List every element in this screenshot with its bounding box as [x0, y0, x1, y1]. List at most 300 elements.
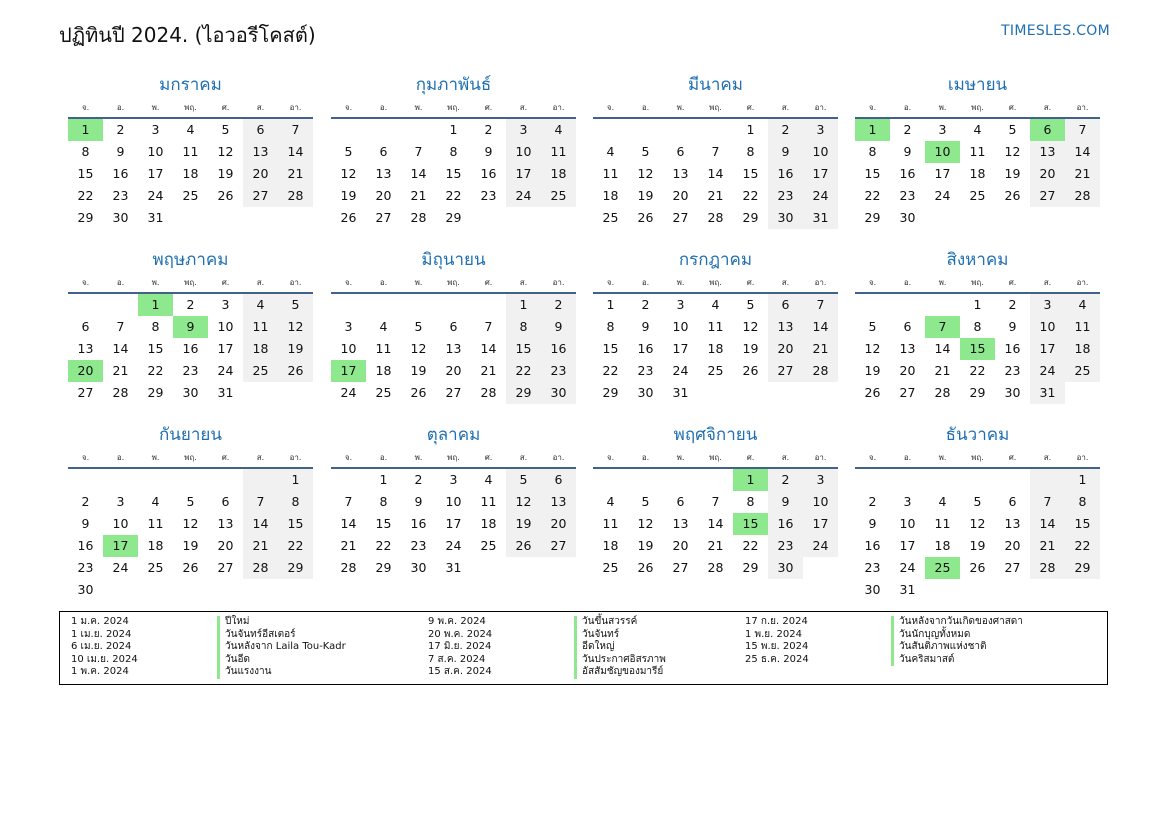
day-cell[interactable]: 13 — [243, 141, 278, 163]
day-cell[interactable]: 2 — [768, 469, 803, 491]
day-cell[interactable]: 16 — [77, 538, 94, 553]
day-cell[interactable]: 16 — [112, 166, 129, 181]
day-cell[interactable]: 2 — [484, 122, 493, 137]
day-cell[interactable]: 2 — [81, 494, 90, 509]
day-cell[interactable]: 25 — [480, 538, 497, 553]
day-cell[interactable]: 22 — [602, 363, 619, 378]
day-cell[interactable]: 13 — [672, 166, 689, 181]
day-cell[interactable]: 8 — [746, 144, 755, 159]
day-cell[interactable]: 29 — [602, 385, 619, 400]
day-cell[interactable]: 9 — [903, 144, 912, 159]
day-cell[interactable]: 4 — [711, 297, 720, 312]
day-cell[interactable]: 20 — [243, 163, 278, 185]
day-cell[interactable]: 24 — [1030, 360, 1065, 382]
day-cell[interactable]: 17 — [899, 538, 916, 553]
day-cell[interactable]: 30 — [768, 207, 803, 229]
day-cell[interactable]: 27 — [1004, 560, 1021, 575]
day-cell[interactable]: 30 — [768, 557, 803, 579]
day-cell[interactable]: 22 — [864, 188, 881, 203]
day-cell[interactable]: 8 — [81, 144, 90, 159]
day-cell[interactable]: 4 — [151, 494, 160, 509]
day-cell[interactable]: 17 — [934, 166, 951, 181]
day-cell[interactable]: 7 — [711, 494, 720, 509]
day-cell[interactable]: 7 — [116, 319, 125, 334]
day-cell[interactable]: 5 — [1008, 122, 1017, 137]
day-cell[interactable]: 7 — [711, 144, 720, 159]
day-cell[interactable]: 19 — [742, 341, 759, 356]
day-cell[interactable]: 23 — [410, 538, 427, 553]
day-cell[interactable]: 14 — [112, 341, 129, 356]
day-cell[interactable]: 27 — [445, 385, 462, 400]
day-cell[interactable]: 22 — [969, 363, 986, 378]
day-cell[interactable]: 8 — [606, 319, 615, 334]
day-cell[interactable]: 30 — [1004, 385, 1021, 400]
day-cell[interactable]: 13 — [672, 516, 689, 531]
day-cell[interactable]: 14 — [243, 513, 278, 535]
day-cell[interactable]: 18 — [541, 163, 576, 185]
day-cell[interactable]: 20 — [768, 338, 803, 360]
day-cell[interactable]: 3 — [803, 119, 838, 141]
day-cell[interactable]: 12 — [410, 341, 427, 356]
day-cell[interactable]: 16 — [541, 338, 576, 360]
day-cell[interactable]: 16 — [637, 341, 654, 356]
day-cell[interactable]: 30 — [637, 385, 654, 400]
day-cell[interactable]: 6 — [379, 144, 388, 159]
day-cell[interactable]: 6 — [81, 319, 90, 334]
day-cell[interactable]: 28 — [278, 185, 313, 207]
day-cell[interactable]: 23 — [1004, 363, 1021, 378]
day-cell[interactable]: 11 — [934, 516, 951, 531]
day-cell[interactable]: 19 — [217, 166, 234, 181]
day-cell[interactable]: 8 — [506, 316, 541, 338]
day-cell[interactable]: 3 — [221, 297, 230, 312]
day-cell[interactable]: 24 — [217, 363, 234, 378]
day-cell[interactable]: 21 — [112, 363, 129, 378]
day-cell[interactable]: 29 — [742, 560, 759, 575]
holiday-day-cell[interactable]: 1 — [138, 294, 173, 316]
day-cell[interactable]: 28 — [340, 560, 357, 575]
day-cell[interactable]: 22 — [77, 188, 94, 203]
day-cell[interactable]: 21 — [278, 163, 313, 185]
day-cell[interactable]: 18 — [707, 341, 724, 356]
day-cell[interactable]: 10 — [803, 491, 838, 513]
day-cell[interactable]: 4 — [243, 294, 278, 316]
day-cell[interactable]: 9 — [1008, 319, 1017, 334]
day-cell[interactable]: 4 — [1065, 294, 1100, 316]
day-cell[interactable]: 13 — [77, 341, 94, 356]
day-cell[interactable]: 11 — [602, 166, 619, 181]
day-cell[interactable]: 7 — [414, 144, 423, 159]
day-cell[interactable]: 14 — [934, 341, 951, 356]
day-cell[interactable]: 13 — [1030, 141, 1065, 163]
day-cell[interactable]: 14 — [480, 341, 497, 356]
day-cell[interactable]: 27 — [1030, 185, 1065, 207]
day-cell[interactable]: 26 — [340, 210, 357, 225]
holiday-day-cell[interactable]: 1 — [855, 119, 890, 141]
day-cell[interactable]: 17 — [672, 341, 689, 356]
day-cell[interactable]: 23 — [182, 363, 199, 378]
day-cell[interactable]: 13 — [445, 341, 462, 356]
day-cell[interactable]: 25 — [602, 210, 619, 225]
day-cell[interactable]: 23 — [768, 535, 803, 557]
day-cell[interactable]: 18 — [147, 538, 164, 553]
day-cell[interactable]: 16 — [899, 166, 916, 181]
day-cell[interactable]: 26 — [864, 385, 881, 400]
day-cell[interactable]: 17 — [217, 341, 234, 356]
day-cell[interactable]: 28 — [243, 557, 278, 579]
day-cell[interactable]: 21 — [1065, 163, 1100, 185]
day-cell[interactable]: 6 — [449, 319, 458, 334]
day-cell[interactable]: 22 — [506, 360, 541, 382]
day-cell[interactable]: 22 — [742, 188, 759, 203]
day-cell[interactable]: 28 — [803, 360, 838, 382]
day-cell[interactable]: 6 — [903, 319, 912, 334]
day-cell[interactable]: 15 — [864, 166, 881, 181]
day-cell[interactable]: 27 — [375, 210, 392, 225]
day-cell[interactable]: 28 — [1030, 557, 1065, 579]
day-cell[interactable]: 18 — [602, 538, 619, 553]
day-cell[interactable]: 10 — [147, 144, 164, 159]
day-cell[interactable]: 5 — [868, 319, 877, 334]
day-cell[interactable]: 11 — [969, 144, 986, 159]
day-cell[interactable]: 22 — [742, 538, 759, 553]
day-cell[interactable]: 5 — [506, 469, 541, 491]
day-cell[interactable]: 9 — [768, 141, 803, 163]
holiday-day-cell[interactable]: 10 — [925, 141, 960, 163]
day-cell[interactable]: 29 — [969, 385, 986, 400]
holiday-day-cell[interactable]: 15 — [733, 513, 768, 535]
holiday-day-cell[interactable]: 1 — [68, 119, 103, 141]
day-cell[interactable]: 26 — [506, 535, 541, 557]
day-cell[interactable]: 12 — [217, 144, 234, 159]
day-cell[interactable]: 21 — [340, 538, 357, 553]
day-cell[interactable]: 1 — [449, 122, 458, 137]
day-cell[interactable]: 22 — [278, 535, 313, 557]
day-cell[interactable]: 7 — [803, 294, 838, 316]
day-cell[interactable]: 13 — [541, 491, 576, 513]
day-cell[interactable]: 21 — [707, 188, 724, 203]
day-cell[interactable]: 15 — [147, 341, 164, 356]
day-cell[interactable]: 5 — [414, 319, 423, 334]
day-cell[interactable]: 11 — [602, 516, 619, 531]
day-cell[interactable]: 9 — [484, 144, 493, 159]
day-cell[interactable]: 10 — [217, 319, 234, 334]
day-cell[interactable]: 19 — [182, 538, 199, 553]
day-cell[interactable]: 8 — [449, 144, 458, 159]
day-cell[interactable]: 1 — [973, 297, 982, 312]
day-cell[interactable]: 14 — [707, 166, 724, 181]
day-cell[interactable]: 14 — [1065, 141, 1100, 163]
day-cell[interactable]: 14 — [340, 516, 357, 531]
day-cell[interactable]: 6 — [541, 469, 576, 491]
day-cell[interactable]: 30 — [112, 210, 129, 225]
day-cell[interactable]: 4 — [606, 144, 615, 159]
day-cell[interactable]: 3 — [1030, 294, 1065, 316]
day-cell[interactable]: 9 — [868, 516, 877, 531]
day-cell[interactable]: 30 — [410, 560, 427, 575]
day-cell[interactable]: 2 — [641, 297, 650, 312]
day-cell[interactable]: 19 — [864, 363, 881, 378]
day-cell[interactable]: 7 — [1065, 119, 1100, 141]
day-cell[interactable]: 20 — [541, 513, 576, 535]
day-cell[interactable]: 29 — [1065, 557, 1100, 579]
day-cell[interactable]: 29 — [278, 557, 313, 579]
day-cell[interactable]: 22 — [1065, 535, 1100, 557]
day-cell[interactable]: 21 — [1030, 535, 1065, 557]
day-cell[interactable]: 2 — [116, 122, 125, 137]
day-cell[interactable]: 5 — [344, 144, 353, 159]
day-cell[interactable]: 11 — [243, 316, 278, 338]
day-cell[interactable]: 1 — [1065, 469, 1100, 491]
day-cell[interactable]: 14 — [410, 166, 427, 181]
day-cell[interactable]: 18 — [182, 166, 199, 181]
day-cell[interactable]: 10 — [1030, 316, 1065, 338]
day-cell[interactable]: 3 — [506, 119, 541, 141]
day-cell[interactable]: 29 — [506, 382, 541, 404]
day-cell[interactable]: 23 — [864, 560, 881, 575]
day-cell[interactable]: 6 — [1008, 494, 1017, 509]
day-cell[interactable]: 3 — [803, 469, 838, 491]
day-cell[interactable]: 24 — [506, 185, 541, 207]
day-cell[interactable]: 21 — [243, 535, 278, 557]
day-cell[interactable]: 11 — [541, 141, 576, 163]
day-cell[interactable]: 12 — [864, 341, 881, 356]
day-cell[interactable]: 17 — [445, 516, 462, 531]
day-cell[interactable]: 14 — [803, 316, 838, 338]
day-cell[interactable]: 15 — [742, 166, 759, 181]
day-cell[interactable]: 10 — [340, 341, 357, 356]
day-cell[interactable]: 31 — [147, 210, 164, 225]
day-cell[interactable]: 6 — [243, 119, 278, 141]
day-cell[interactable]: 9 — [116, 144, 125, 159]
day-cell[interactable]: 1 — [746, 122, 755, 137]
day-cell[interactable]: 8 — [973, 319, 982, 334]
day-cell[interactable]: 24 — [112, 560, 129, 575]
day-cell[interactable]: 25 — [707, 363, 724, 378]
day-cell[interactable]: 24 — [672, 363, 689, 378]
day-cell[interactable]: 26 — [969, 560, 986, 575]
day-cell[interactable]: 27 — [243, 185, 278, 207]
holiday-day-cell[interactable]: 7 — [925, 316, 960, 338]
day-cell[interactable]: 2 — [868, 494, 877, 509]
day-cell[interactable]: 7 — [243, 491, 278, 513]
day-cell[interactable]: 24 — [340, 385, 357, 400]
day-cell[interactable]: 11 — [182, 144, 199, 159]
day-cell[interactable]: 15 — [1065, 513, 1100, 535]
day-cell[interactable]: 10 — [112, 516, 129, 531]
day-cell[interactable]: 19 — [506, 513, 541, 535]
day-cell[interactable]: 12 — [969, 516, 986, 531]
day-cell[interactable]: 19 — [1004, 166, 1021, 181]
day-cell[interactable]: 20 — [445, 363, 462, 378]
day-cell[interactable]: 25 — [602, 560, 619, 575]
day-cell[interactable]: 18 — [602, 188, 619, 203]
day-cell[interactable]: 7 — [1030, 491, 1065, 513]
day-cell[interactable]: 28 — [480, 385, 497, 400]
day-cell[interactable]: 12 — [1004, 144, 1021, 159]
holiday-day-cell[interactable]: 20 — [68, 360, 103, 382]
day-cell[interactable]: 3 — [903, 494, 912, 509]
day-cell[interactable]: 15 — [77, 166, 94, 181]
day-cell[interactable]: 13 — [768, 316, 803, 338]
day-cell[interactable]: 29 — [147, 385, 164, 400]
day-cell[interactable]: 1 — [278, 469, 313, 491]
day-cell[interactable]: 12 — [182, 516, 199, 531]
day-cell[interactable]: 30 — [541, 382, 576, 404]
day-cell[interactable]: 26 — [217, 188, 234, 203]
day-cell[interactable]: 27 — [541, 535, 576, 557]
day-cell[interactable]: 4 — [938, 494, 947, 509]
day-cell[interactable]: 5 — [973, 494, 982, 509]
day-cell[interactable]: 19 — [637, 538, 654, 553]
day-cell[interactable]: 26 — [1004, 188, 1021, 203]
holiday-day-cell[interactable]: 1 — [733, 469, 768, 491]
day-cell[interactable]: 24 — [899, 560, 916, 575]
day-cell[interactable]: 31 — [1030, 382, 1065, 404]
holiday-day-cell[interactable]: 17 — [103, 535, 138, 557]
day-cell[interactable]: 22 — [375, 538, 392, 553]
day-cell[interactable]: 20 — [1004, 538, 1021, 553]
day-cell[interactable]: 16 — [182, 341, 199, 356]
day-cell[interactable]: 23 — [768, 185, 803, 207]
day-cell[interactable]: 5 — [746, 297, 755, 312]
day-cell[interactable]: 8 — [151, 319, 160, 334]
day-cell[interactable]: 12 — [637, 516, 654, 531]
day-cell[interactable]: 24 — [803, 185, 838, 207]
day-cell[interactable]: 30 — [182, 385, 199, 400]
day-cell[interactable]: 10 — [672, 319, 689, 334]
day-cell[interactable]: 23 — [77, 560, 94, 575]
day-cell[interactable]: 3 — [938, 122, 947, 137]
day-cell[interactable]: 21 — [480, 363, 497, 378]
day-cell[interactable]: 2 — [541, 294, 576, 316]
holiday-day-cell[interactable]: 15 — [960, 338, 995, 360]
day-cell[interactable]: 22 — [147, 363, 164, 378]
day-cell[interactable]: 11 — [147, 516, 164, 531]
day-cell[interactable]: 4 — [186, 122, 195, 137]
day-cell[interactable]: 17 — [1030, 338, 1065, 360]
day-cell[interactable]: 16 — [864, 538, 881, 553]
day-cell[interactable]: 16 — [768, 513, 803, 535]
day-cell[interactable]: 31 — [445, 560, 462, 575]
day-cell[interactable]: 23 — [899, 188, 916, 203]
day-cell[interactable]: 4 — [973, 122, 982, 137]
day-cell[interactable]: 18 — [375, 363, 392, 378]
day-cell[interactable]: 17 — [803, 513, 838, 535]
day-cell[interactable]: 6 — [221, 494, 230, 509]
day-cell[interactable]: 23 — [480, 188, 497, 203]
day-cell[interactable]: 10 — [803, 141, 838, 163]
day-cell[interactable]: 19 — [340, 188, 357, 203]
day-cell[interactable]: 17 — [147, 166, 164, 181]
day-cell[interactable]: 20 — [899, 363, 916, 378]
day-cell[interactable]: 8 — [746, 494, 755, 509]
day-cell[interactable]: 29 — [742, 210, 759, 225]
day-cell[interactable]: 3 — [151, 122, 160, 137]
day-cell[interactable]: 9 — [541, 316, 576, 338]
day-cell[interactable]: 19 — [637, 188, 654, 203]
day-cell[interactable]: 10 — [899, 516, 916, 531]
day-cell[interactable]: 24 — [147, 188, 164, 203]
day-cell[interactable]: 1 — [606, 297, 615, 312]
day-cell[interactable]: 3 — [449, 472, 458, 487]
day-cell[interactable]: 25 — [375, 385, 392, 400]
holiday-day-cell[interactable]: 17 — [331, 360, 366, 382]
holiday-day-cell[interactable]: 25 — [925, 557, 960, 579]
day-cell[interactable]: 16 — [768, 163, 803, 185]
day-cell[interactable]: 27 — [899, 385, 916, 400]
day-cell[interactable]: 14 — [278, 141, 313, 163]
day-cell[interactable]: 6 — [676, 144, 685, 159]
day-cell[interactable]: 11 — [707, 319, 724, 334]
day-cell[interactable]: 24 — [934, 188, 951, 203]
day-cell[interactable]: 4 — [379, 319, 388, 334]
day-cell[interactable]: 29 — [445, 210, 462, 225]
day-cell[interactable]: 27 — [768, 360, 803, 382]
day-cell[interactable]: 19 — [410, 363, 427, 378]
day-cell[interactable]: 13 — [1004, 516, 1021, 531]
day-cell[interactable]: 5 — [641, 144, 650, 159]
day-cell[interactable]: 28 — [707, 560, 724, 575]
day-cell[interactable]: 29 — [864, 210, 881, 225]
day-cell[interactable]: 11 — [1065, 316, 1100, 338]
day-cell[interactable]: 12 — [506, 491, 541, 513]
day-cell[interactable]: 7 — [344, 494, 353, 509]
day-cell[interactable]: 4 — [541, 119, 576, 141]
day-cell[interactable]: 24 — [445, 538, 462, 553]
day-cell[interactable]: 20 — [217, 538, 234, 553]
day-cell[interactable]: 18 — [480, 516, 497, 531]
day-cell[interactable]: 28 — [934, 385, 951, 400]
day-cell[interactable]: 25 — [1065, 360, 1100, 382]
day-cell[interactable]: 26 — [278, 360, 313, 382]
day-cell[interactable]: 13 — [899, 341, 916, 356]
holiday-day-cell[interactable]: 6 — [1030, 119, 1065, 141]
day-cell[interactable]: 19 — [278, 338, 313, 360]
day-cell[interactable]: 5 — [186, 494, 195, 509]
day-cell[interactable]: 4 — [484, 472, 493, 487]
day-cell[interactable]: 10 — [445, 494, 462, 509]
day-cell[interactable]: 15 — [278, 513, 313, 535]
day-cell[interactable]: 1 — [506, 294, 541, 316]
day-cell[interactable]: 30 — [864, 582, 881, 597]
day-cell[interactable]: 28 — [410, 210, 427, 225]
day-cell[interactable]: 14 — [707, 516, 724, 531]
day-cell[interactable]: 26 — [637, 210, 654, 225]
day-cell[interactable]: 20 — [375, 188, 392, 203]
day-cell[interactable]: 25 — [182, 188, 199, 203]
day-cell[interactable]: 31 — [899, 582, 916, 597]
day-cell[interactable]: 3 — [344, 319, 353, 334]
day-cell[interactable]: 2 — [414, 472, 423, 487]
day-cell[interactable]: 18 — [243, 338, 278, 360]
day-cell[interactable]: 18 — [1065, 338, 1100, 360]
day-cell[interactable]: 1 — [379, 472, 388, 487]
day-cell[interactable]: 13 — [217, 516, 234, 531]
day-cell[interactable]: 30 — [899, 210, 916, 225]
day-cell[interactable]: 21 — [410, 188, 427, 203]
day-cell[interactable]: 2 — [903, 122, 912, 137]
day-cell[interactable]: 27 — [77, 385, 94, 400]
day-cell[interactable]: 15 — [506, 338, 541, 360]
day-cell[interactable]: 25 — [969, 188, 986, 203]
day-cell[interactable]: 20 — [672, 188, 689, 203]
day-cell[interactable]: 27 — [217, 560, 234, 575]
day-cell[interactable]: 12 — [340, 166, 357, 181]
day-cell[interactable]: 8 — [379, 494, 388, 509]
day-cell[interactable]: 5 — [221, 122, 230, 137]
day-cell[interactable]: 31 — [217, 385, 234, 400]
